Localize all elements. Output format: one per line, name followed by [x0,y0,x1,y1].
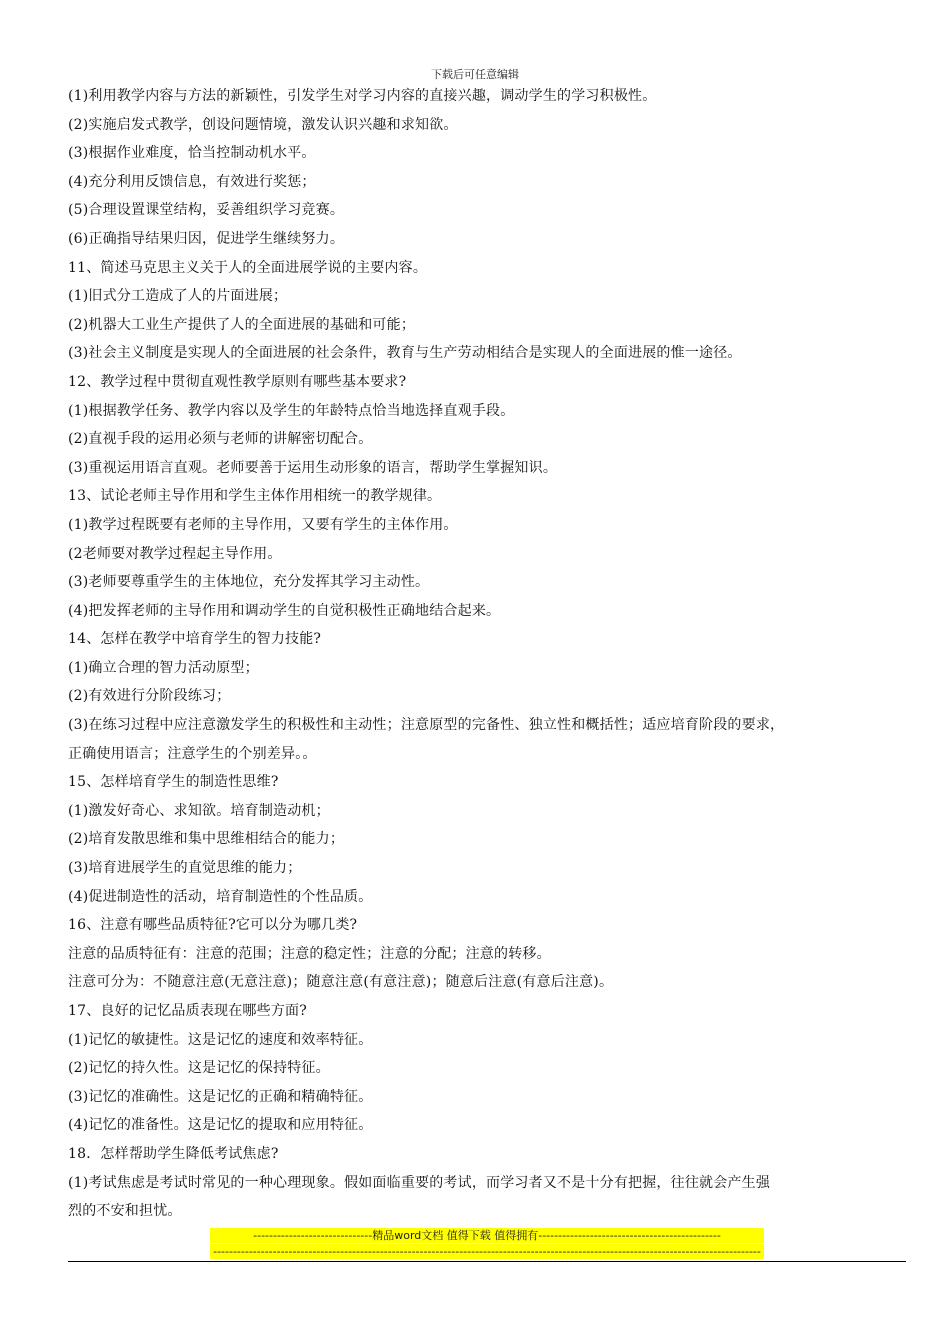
text-line: 烈的不安和担忧。 [68,1203,182,1220]
text-line: (2)有效进行分阶段练习； [68,688,231,705]
text-line: (4)促进制造性的活动，培育制造性的个性品质。 [68,888,373,905]
text-line: (3)记忆的准确性。这是记忆的正确和精确特征。 [68,1088,373,1105]
text-line: (2)机器大工业生产提供了人的全面进展的基础和可能； [68,316,416,333]
text-line: 正确使用语言；注意学生的个别差异。。 [68,745,317,762]
question-heading: 12、教学过程中贯彻直观性教学原则有哪些基本要求? [68,373,407,390]
text-line: (2)记忆的持久性。这是记忆的保持特征。 [68,1060,330,1077]
text-line: (1)确立合理的智力活动原型； [68,659,259,676]
text-line: (2老师要对教学过程起主导作用。 [68,545,282,562]
text-line: (3)培育进展学生的直觉思维的能力； [68,860,302,877]
text-line: (1)旧式分工造成了人的片面进展； [68,288,288,305]
text-line: (3)社会主义制度是实现人的全面进展的社会条件，教育与生产劳动相结合是实现人的全面进展的惟一途径。 [68,345,742,362]
question-heading: 14、怎样在教学中培育学生的智力技能? [68,631,322,648]
footer-divider [68,1261,906,1262]
text-line: (1)激发好奇心、求知欲。培育制造动机； [68,802,330,819]
text-line: 注意的品质特征有：注意的范围；注意的稳定性；注意的分配；注意的转移。 [68,945,551,962]
text-line: (1)利用教学内容与方法的新颖性，引发学生对学习内容的直接兴趣，调动学生的学习积极性。 [68,88,657,104]
text-line: (4)记忆的准备性。这是记忆的提取和应用特征。 [68,1117,373,1134]
text-line: (3)在练习过程中应注意激发学生的积极性和主动性；注意原型的完备性、独立性和概括性；适应培育阶段的要求， [68,717,785,734]
text-line: (1)根据教学任务、教学内容以及学生的年龄特点恰当地选择直观手段。 [68,402,515,419]
text-line: (4)充分利用反馈信息，有效进行奖惩； [68,173,316,190]
page-header: 下载后可任意编辑 [431,68,519,81]
text-line: 注意可分为：不随意注意(无意注意)；随意注意(有意注意)；随意后注意(有意后注意)。 [68,974,614,991]
question-heading: 11、简述马克思主义关于人的全面进展学说的主要内容。 [68,259,428,276]
question-heading: 13、试论老师主导作用和学生主体作用相统一的教学规律。 [68,488,442,505]
question-heading: 17、良好的记忆品质表现在哪些方面? [68,1003,307,1019]
footer-banner-line: ------------------------------精品word文档 值得下载 值得拥有---------------------------------------------- [210,1228,764,1243]
question-heading: 18．怎样帮助学生降低考试焦虑? [68,1145,279,1162]
text-line: (2)实施启发式教学，创设问题情境，激发认识兴趣和求知欲。 [68,116,458,133]
text-line: (1)记忆的敏捷性。这是记忆的速度和效率特征。 [68,1031,373,1048]
document-body [68,82,910,1226]
text-line: (5)合理设置课堂结构，妥善组织学习竞赛。 [68,202,345,219]
footer-banner-line: ------------------------------------------------------------------------------------------------------------------------------------------ [210,1244,764,1259]
text-line: (4)把发挥老师的主导作用和调动学生的自觉积极性正确地结合起来。 [68,602,501,619]
text-line: (3)老师要尊重学生的主体地位，充分发挥其学习主动性。 [68,574,430,591]
text-line: (2)直视手段的运用必须与老师的讲解密切配合。 [68,431,373,448]
text-line: (1)教学过程既要有老师的主导作用，又要有学生的主体作用。 [68,516,458,533]
text-line: (2)培育发散思维和集中思维相结合的能力； [68,831,345,848]
text-line: (3)重视运用语言直观。老师要善于运用生动形象的语言，帮助学生掌握知识。 [68,459,558,476]
text-line: (1)考试焦虑是考试时常见的一种心理现象。假如面临重要的考试，而学习者又不是十分有把握，往往就会产生强 [68,1174,771,1191]
question-heading: 16、注意有哪些品质特征?它可以分为哪几类? [68,917,358,934]
question-heading: 15、怎样培育学生的制造性思维? [68,774,279,791]
text-line: (6)正确指导结果归因，促进学生继续努力。 [68,230,345,247]
text-line: (3)根据作业难度，恰当控制动机水平。 [68,145,316,162]
